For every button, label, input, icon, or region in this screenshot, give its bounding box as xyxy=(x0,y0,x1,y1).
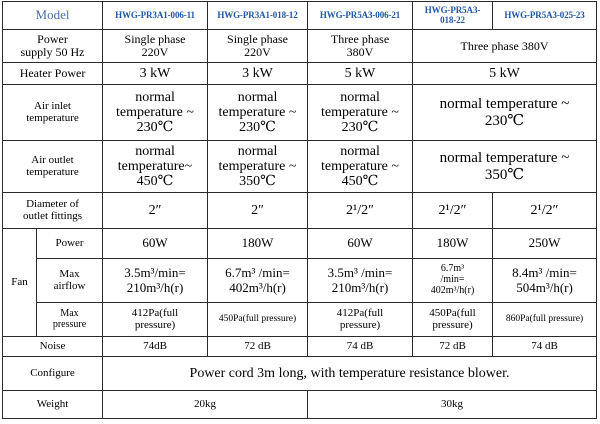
diameter-label: Diameter of outlet fittings xyxy=(3,193,103,229)
fan-airflow-value-3: 3.5m³ /min= 210m³/h(r) xyxy=(308,259,413,303)
noise-value-3: 74 dB xyxy=(308,337,413,357)
fan-pressure-row xyxy=(3,303,597,337)
diameter-value-1: 2″ xyxy=(103,193,208,229)
fan-label: Fan xyxy=(3,229,37,337)
fan-airflow-value-4: 6.7m³ /min= 402m³/h(r) xyxy=(413,259,493,303)
fan-airflow-row xyxy=(3,259,597,303)
fan-power-value-3: 60W xyxy=(308,229,413,259)
fan-airflow-value-2: 6.7m³ /min= 402m³/h(r) xyxy=(208,259,308,303)
model-code-1: HWG-PR3A1-006-11 xyxy=(103,2,208,30)
diameter-value-3: 2¹/2″ xyxy=(308,193,413,229)
power-supply-value-1: Single phase 220V xyxy=(103,30,208,63)
noise-value-4: 72 dB xyxy=(413,337,493,357)
fan-pressure-label: Max pressure xyxy=(37,303,103,337)
configure-value: Power cord 3m long, with temperature resistance blower. xyxy=(103,357,597,391)
weight-row xyxy=(3,391,597,419)
model-code-5: HWG-PR5A3-025-23 xyxy=(493,2,597,30)
heater-power-row xyxy=(3,63,597,85)
model-code-4: HWG-PR5A3- 018-22 xyxy=(413,2,493,30)
power-supply-value-4-5: Three phase 380V xyxy=(413,30,597,63)
air-outlet-value-2: normal temperature ~ 350℃ xyxy=(208,141,308,193)
diameter-value-2: 2″ xyxy=(208,193,308,229)
air-outlet-value-3: normal temperature ~ 450℃ xyxy=(308,141,413,193)
header-row xyxy=(3,2,597,30)
spec-table-container xyxy=(2,1,597,419)
air-inlet-value-4-5: normal temperature ~ 230℃ xyxy=(413,85,597,141)
air-outlet-value-4-5: normal temperature ~ 350℃ xyxy=(413,141,597,193)
air-outlet-label: Air outlet temperature xyxy=(3,141,103,193)
fan-power-value-1: 60W xyxy=(103,229,208,259)
heater-power-value-4-5: 5 kW xyxy=(413,63,597,85)
weight-label: Weight xyxy=(3,391,103,419)
air-outlet-value-1: normal temperature~ 450℃ xyxy=(103,141,208,193)
heater-power-label: Heater Power xyxy=(3,63,103,85)
air-inlet-row xyxy=(3,85,597,141)
model-code-3: HWG-PR5A3-006-21 xyxy=(308,2,413,30)
fan-pressure-value-3: 412Pa(full pressure) xyxy=(308,303,413,337)
diameter-row xyxy=(3,193,597,229)
fan-power-value-5: 250W xyxy=(493,229,597,259)
fan-airflow-value-5: 8.4m³ /min= 504m³/h(r) xyxy=(493,259,597,303)
air-inlet-value-3: normal temperature ~ 230℃ xyxy=(308,85,413,141)
diameter-value-5: 2¹/2″ xyxy=(493,193,597,229)
fan-pressure-value-5: 860Pa(full pressure) xyxy=(493,303,597,337)
configure-label: Configure xyxy=(3,357,103,391)
noise-row xyxy=(3,337,597,357)
power-supply-value-2: Single phase 220V xyxy=(208,30,308,63)
weight-value-1: 20kg xyxy=(103,391,308,419)
noise-value-1: 74dB xyxy=(103,337,208,357)
noise-value-5: 74 dB xyxy=(493,337,597,357)
fan-pressure-value-4: 450Pa(full pressure) xyxy=(413,303,493,337)
air-inlet-value-2: normal temperature ~ 230℃ xyxy=(208,85,308,141)
heater-power-value-2: 3 kW xyxy=(208,63,308,85)
fan-pressure-value-1: 412Pa(full pressure) xyxy=(103,303,208,337)
fan-airflow-value-1: 3.5m³/min= 210m³/h(r) xyxy=(103,259,208,303)
fan-pressure-value-2: 450Pa(full pressure) xyxy=(208,303,308,337)
power-supply-label: Power supply 50 Hz xyxy=(3,30,103,63)
noise-value-2: 72 dB xyxy=(208,337,308,357)
fan-power-value-4: 180W xyxy=(413,229,493,259)
model-label: Model xyxy=(3,2,103,30)
model-code-2: HWG-PR3A1-018-12 xyxy=(208,2,308,30)
fan-airflow-label: Max airflow xyxy=(37,259,103,303)
power-supply-value-3: Three phase 380V xyxy=(308,30,413,63)
diameter-value-4: 2¹/2″ xyxy=(413,193,493,229)
air-inlet-value-1: normal temperature ~ 230℃ xyxy=(103,85,208,141)
weight-value-2: 30kg xyxy=(308,391,597,419)
power-supply-row xyxy=(3,30,597,63)
heater-power-value-1: 3 kW xyxy=(103,63,208,85)
fan-power-row xyxy=(3,229,597,259)
noise-label: Noise xyxy=(3,337,103,357)
fan-power-value-2: 180W xyxy=(208,229,308,259)
spec-table xyxy=(2,1,597,419)
heater-power-value-3: 5 kW xyxy=(308,63,413,85)
configure-row xyxy=(3,357,597,391)
air-outlet-row xyxy=(3,141,597,193)
air-inlet-label: Air inlet temperature xyxy=(3,85,103,141)
fan-power-label: Power xyxy=(37,229,103,259)
